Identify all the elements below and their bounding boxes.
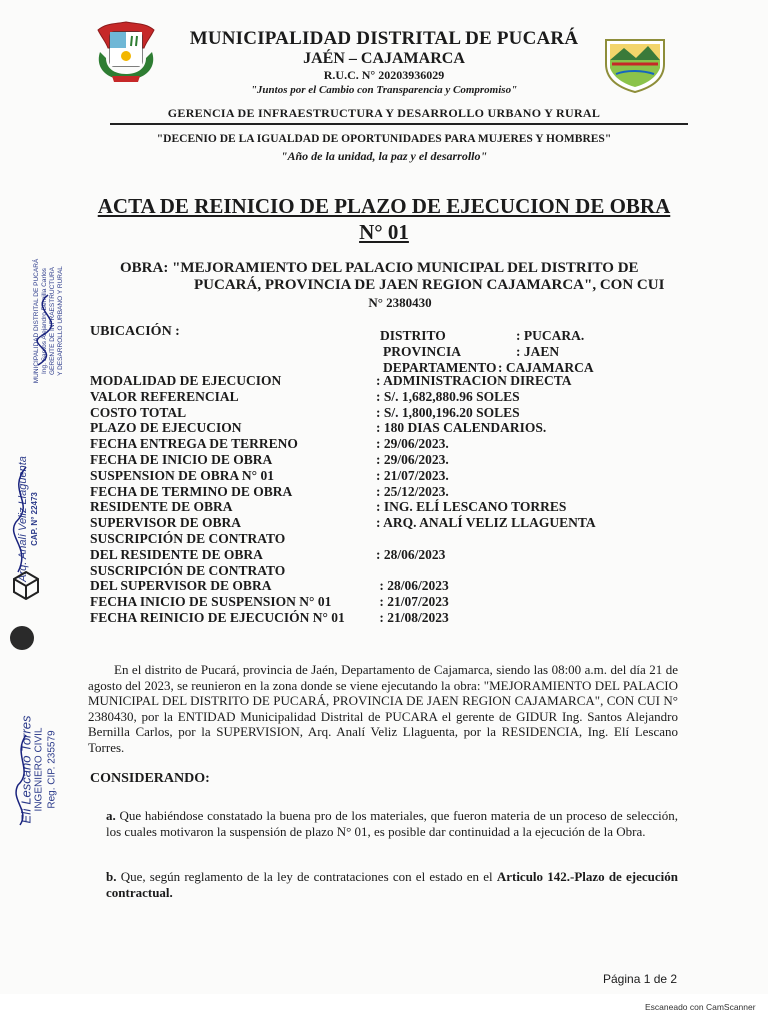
considerando-heading: CONSIDERANDO:	[90, 771, 210, 786]
decenio-line: "DECENIO DE LA IGUALDAD DE OPORTUNIDADES PARA MUJERES Y HOMBRES"	[156, 133, 612, 145]
stamp3-title: INGENIERO CIVIL	[33, 727, 45, 812]
field-row	[90, 420, 596, 436]
ubicacion-key: DEPARTAMENTO	[383, 360, 497, 375]
field-value: : 25/12/2023.	[376, 483, 449, 499]
signature-icon	[8, 730, 38, 830]
field-value: : ING. ELÍ LESCANO TORRES	[376, 499, 567, 515]
ubicacion-value: : CAJAMARCA	[498, 360, 594, 375]
field-row	[90, 547, 596, 563]
hole-punch-icon	[10, 626, 34, 650]
ubicacion-row	[380, 344, 594, 360]
item-b-text: Que, según reglamento de la ley de contrataciones con el estado en el	[120, 869, 497, 884]
field-row	[90, 452, 596, 468]
field-key: PLAZO DE EJECUCION	[90, 420, 242, 436]
field-value: : 21/07/2023	[376, 594, 449, 610]
field-row	[90, 484, 596, 500]
signature-icon	[18, 290, 78, 370]
field-key: VALOR REFERENCIAL	[90, 388, 239, 404]
field-key: SUSCRIPCIÓN DE CONTRATO	[90, 562, 286, 578]
ubicacion-row	[380, 328, 594, 344]
field-value: : 180 DIAS CALENDARIOS.	[376, 420, 547, 436]
scanner-watermark: Escaneado con CamScanner	[645, 1002, 756, 1012]
field-value: : 21/07/2023.	[376, 467, 449, 483]
field-key: COSTO TOTAL	[90, 404, 187, 420]
ubicacion-value: : JAEN	[516, 344, 560, 359]
document-number: N° 01	[359, 220, 409, 244]
stamp2-cap: CAP. N° 22473	[30, 492, 39, 546]
field-row	[90, 515, 596, 531]
field-row	[90, 468, 596, 484]
residente-stamp	[10, 690, 70, 840]
field-row	[90, 373, 596, 389]
obra-line-2: PUCARÁ, PROVINCIA DE JAEN REGION CAJAMARCA", CON CUI	[194, 277, 665, 293]
field-value: : 29/06/2023.	[376, 436, 449, 452]
field-key: FECHA ENTREGA DE TERRENO	[90, 436, 298, 452]
field-row	[90, 389, 596, 405]
ubicacion-key: DISTRITO	[380, 328, 446, 343]
acta-paragraph: En el distrito de Pucará, provincia de Jaén, Departamento de Cajamarca, siendo las 08:00 a.m. del día 21 de agosto del 2023, se reunieron en la zona donde se viene ejecutando la obra: "MEJORAMIENTO DEL PALACIO MUNICIPAL DEL DISTRITO DE PUCARÁ, PROVINCIA DE JAEN REGION CAJAMARCA", CON CUI N° 2380430, por la ENTIDAD Municipalidad Distrital de PUCARA el gerente de GIDUR Ing. Santos Alejandro Bernilla Carlos, por la SUPERVISION, Arq. Analí Veliz Llaguenta, por la RESIDENCIA, Ing. Elí Lescano Torres.	[88, 662, 678, 755]
municipality-title: MUNICIPALIDAD DISTRITAL DE PUCARÁ	[189, 28, 579, 49]
document-title: ACTA DE REINICIO DE PLAZO DE EJECUCION DE OBRA	[97, 194, 671, 218]
field-row	[90, 563, 596, 579]
obra-line-1: OBRA: "MEJORAMIENTO DEL PALACIO MUNICIPAL DEL DISTRITO DE	[120, 260, 639, 276]
page-number: Página 1 de 2	[603, 972, 678, 986]
field-key: RESIDENTE DE OBRA	[90, 499, 233, 515]
signature-icon	[6, 462, 36, 582]
field-row	[90, 610, 596, 626]
field-value: : 28/06/2023	[376, 546, 446, 562]
ubicacion-table	[380, 328, 594, 376]
item-b-label: b.	[106, 869, 117, 884]
item-a-text: Que habiéndose constatado la buena pro de los materiales, que fueron materia de un proceso de selección, los cuales motivaron la suspensión de plazo N° 01, es posible dar continuidad a la ejecución de la Obra.	[106, 808, 679, 839]
considerando-item-b	[106, 869, 678, 900]
header-divider	[110, 123, 688, 125]
obra-fields	[90, 373, 596, 626]
municipality-motto: "Juntos por el Cambio con Transparencia y Compromiso"	[250, 84, 518, 96]
stamp1-line: GERENTE DE INFRAESTRUCTURA	[49, 267, 56, 375]
ubicacion-key: PROVINCIA	[383, 344, 462, 359]
stamp1-line: MUNICIPALIDAD DISTRITAL DE PUCARÁ	[33, 258, 40, 384]
field-key: MODALIDAD DE EJECUCION	[90, 373, 282, 388]
municipality-subtitle: JAÉN – CAJAMARCA	[303, 50, 465, 67]
field-value: : 29/06/2023.	[376, 451, 449, 467]
stamp2-name: Arq. Analí Veliz Llaguenta	[17, 456, 29, 582]
field-value: : S/. 1,682,880.96 SOLES	[376, 388, 520, 404]
field-key: FECHA INICIO DE SUSPENSION N° 01	[90, 594, 332, 610]
stamp1-line: Ing. Santos Alejandro Bernilla Carlos	[41, 268, 48, 374]
ubicacion-label: UBICACIÓN :	[90, 324, 180, 339]
field-row	[90, 436, 596, 452]
field-value: : ADMINISTRACION DIRECTA	[376, 373, 572, 388]
field-row	[90, 578, 596, 594]
field-value: : 28/06/2023	[376, 578, 449, 594]
field-key: DEL RESIDENTE DE OBRA	[90, 546, 263, 562]
stamp1-line: Y DESARROLLO URBANO Y RURAL	[57, 266, 64, 376]
field-key: DEL SUPERVISOR DE OBRA	[90, 578, 272, 594]
field-key: SUPERVISOR DE OBRA	[90, 515, 242, 531]
ubicacion-value: : PUCARA.	[516, 328, 585, 343]
ruc-number: R.U.C. N° 20203936029	[323, 68, 445, 82]
field-key: FECHA DE TERMINO DE OBRA	[90, 483, 293, 499]
item-b-article: Articulo 142.-Plazo de ejecución contractual.	[106, 869, 679, 900]
field-key: FECHA DE INICIO DE OBRA	[90, 451, 273, 467]
obra-description	[120, 260, 680, 311]
field-key: FECHA REINICIO DE EJECUCIÓN N° 01	[90, 609, 345, 625]
field-value: : ARQ. ANALÍ VELIZ LLAGUENTA	[376, 515, 596, 531]
field-value: : 21/08/2023	[376, 609, 449, 625]
field-row	[90, 499, 596, 515]
field-key: SUSPENSION DE OBRA N° 01	[90, 467, 274, 483]
field-row	[90, 594, 596, 610]
field-row	[90, 531, 596, 547]
field-value: : S/. 1,800,196.20 SOLES	[376, 404, 520, 420]
obra-line-3: N° 2380430	[368, 295, 432, 310]
item-a-label: a.	[106, 808, 116, 823]
field-row	[90, 405, 596, 421]
stamp3-name: Elí Lescano Torres	[18, 715, 34, 824]
cube-seal-icon	[12, 570, 40, 600]
year-motto: "Año de la unidad, la paz y el desarrollo"	[280, 149, 488, 163]
stamp3-reg: Reg. CIP. 235579	[46, 730, 58, 809]
considerando-item-a	[106, 808, 678, 839]
field-key: SUSCRIPCIÓN DE CONTRATO	[90, 530, 286, 546]
gerencia-title: GERENCIA DE INFRAESTRUCTURA Y DESARROLLO URBANO Y RURAL	[167, 106, 601, 120]
gerente-stamp	[4, 250, 94, 400]
